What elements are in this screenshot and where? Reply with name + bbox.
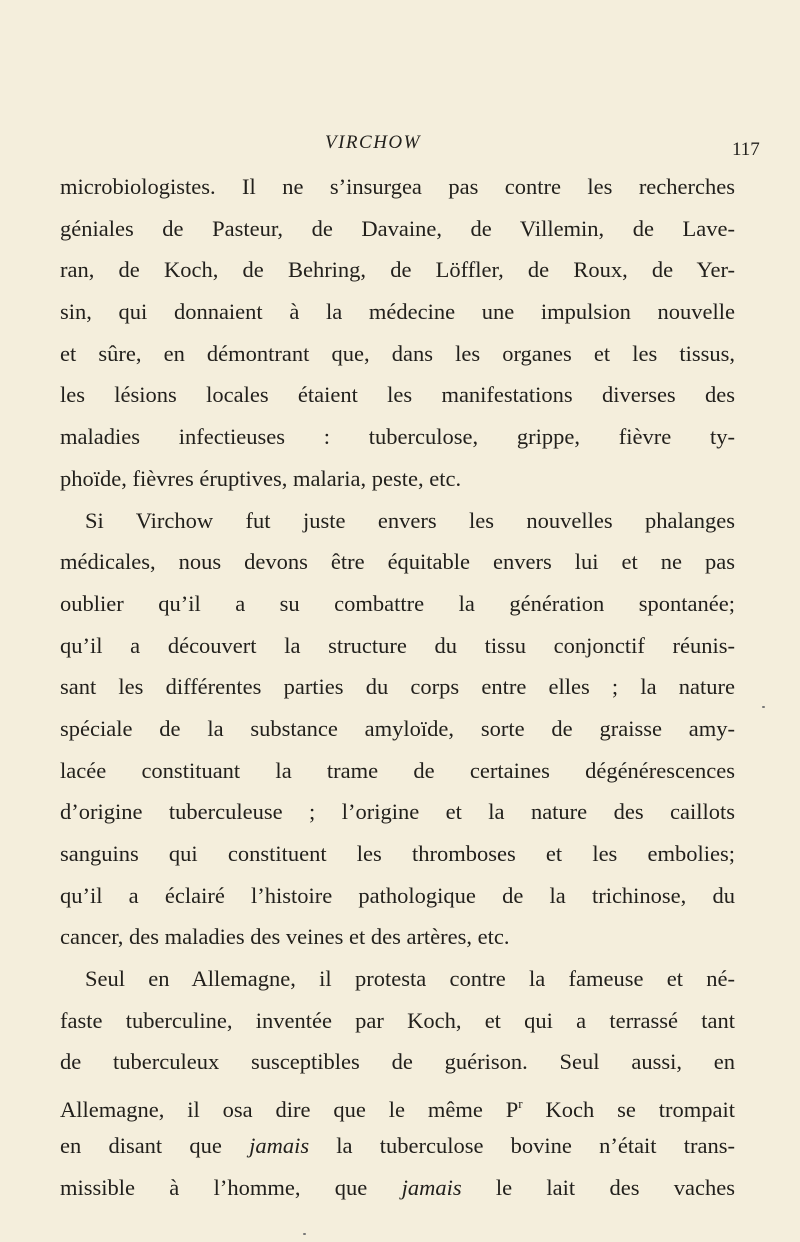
superscript: r bbox=[518, 1096, 523, 1112]
paper-speck bbox=[303, 1233, 306, 1235]
paper-speck bbox=[762, 706, 765, 708]
text-line: qu’il a découvert la structure du tissu conjonctif réunis- bbox=[60, 632, 735, 658]
line-fragment: Koch se trompait bbox=[522, 1097, 735, 1123]
italic-word: jamais bbox=[249, 1132, 310, 1158]
text-line: spéciale de la substance amyloïde, sorte de graisse amy- bbox=[60, 715, 735, 741]
line-fragment: Allemagne, il osa dire que le même P bbox=[60, 1097, 519, 1123]
text-line bbox=[60, 1125, 735, 1167]
text-line: sant les différentes parties du corps entre elles ; la nature bbox=[60, 674, 735, 700]
text-line: d’origine tuberculeuse ; l’origine et la nature des caillots bbox=[60, 799, 735, 825]
text-line bbox=[60, 1083, 735, 1125]
text-line: Si Virchow fut juste envers les nouvelles phalanges bbox=[85, 507, 735, 533]
text-line: cancer, des maladies des veines et des artères, etc. bbox=[60, 924, 510, 950]
text-line: les lésions locales étaient les manifestations diverses des bbox=[60, 382, 735, 408]
line-fragment: en disant que bbox=[60, 1132, 250, 1158]
page-number: 117 bbox=[732, 139, 760, 160]
running-title: VIRCHOW bbox=[325, 132, 421, 153]
line-fragment: le lait des vaches bbox=[461, 1174, 735, 1200]
text-line bbox=[60, 1167, 735, 1209]
text-line: sanguins qui constituent les thromboses et les embolies; bbox=[60, 841, 735, 866]
italic-word: jamais bbox=[401, 1174, 462, 1200]
line-fragment: missible à l’homme, que bbox=[60, 1174, 402, 1200]
text-line: oublier qu’il a su combattre la génération spontanée; bbox=[60, 590, 735, 616]
text-line: et sûre, en démontrant que, dans les organes et les tissus, bbox=[60, 340, 735, 366]
text-line: ran, de Koch, de Behring, de Löffler, de Roux, de Yer- bbox=[60, 257, 735, 283]
text-line: faste tuberculine, inventée par Koch, et qui a terrassé tant bbox=[60, 1007, 735, 1033]
text-line: lacée constituant la trame de certaines dégénérescences bbox=[60, 757, 735, 783]
text-line: maladies infectieuses : tuberculose, grippe, fièvre ty- bbox=[60, 424, 735, 450]
text-line: géniales de Pasteur, de Davaine, de Villemin, de Lave- bbox=[60, 215, 735, 241]
line-fragment: la tuberculose bovine n’était trans- bbox=[309, 1132, 735, 1158]
text-line: de tuberculeux susceptibles de guérison. Seul aussi, en bbox=[60, 1049, 735, 1075]
text-line: microbiologistes. Il ne s’insurgea pas contre les recherches bbox=[60, 174, 735, 199]
text-line: qu’il a éclairé l’histoire pathologique de la trichinose, du bbox=[60, 882, 735, 908]
text-line: médicales, nous devons être équitable envers lui et ne pas bbox=[60, 549, 735, 575]
text-line: phoïde, fièvres éruptives, malaria, peste, etc. bbox=[60, 465, 462, 491]
body-text bbox=[60, 166, 735, 1208]
text-line: Seul en Allemagne, il protesta contre la fameuse et né- bbox=[85, 966, 735, 992]
text-line: sin, qui donnaient à la médecine une impulsion nouvelle bbox=[60, 299, 735, 325]
